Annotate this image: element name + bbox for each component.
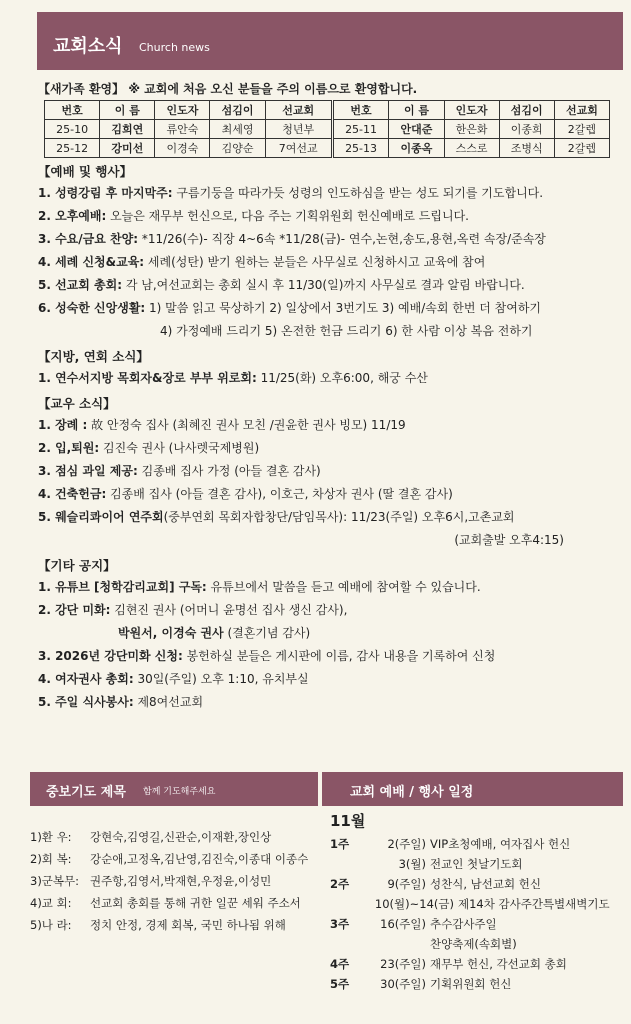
- item-label: 1. 유튜브 [청학감리교회] 구독:: [38, 580, 207, 594]
- table-cell: 김양순: [210, 139, 265, 158]
- table-cell: 스스로: [444, 139, 499, 158]
- list-item: [38, 367, 624, 390]
- item-text: 봉헌하실 분들은 게시판에 이름, 감사 내용을 기록하여 신청: [182, 649, 496, 663]
- item-label: 3. 2026년 강단미화 신청:: [38, 649, 183, 663]
- prayer-value: 강순애,고정옥,김난영,김진숙,이종대 이종수: [90, 852, 309, 866]
- schedule-event: 전교인 첫날기도회: [430, 857, 523, 871]
- page-subtitle: Church news: [139, 41, 210, 54]
- schedule-list: [330, 808, 620, 994]
- schedule-header: [322, 772, 623, 806]
- table-header: 번호: [45, 101, 100, 120]
- table-cell: 안대준: [389, 120, 444, 139]
- table-cell: 조병식: [499, 139, 554, 158]
- item-text: 세례(성탄) 받기 원하는 분들은 사무실로 신청하시고 교육에 참여: [144, 255, 486, 269]
- item-text: 오늘은 재무부 헌신으로, 다음 주는 기획위원회 헌신예배로 드립니다.: [106, 209, 469, 223]
- news-body: [38, 80, 624, 714]
- item-label: 1. 연수서지방 목회자&장로 부부 위로회:: [38, 371, 257, 385]
- table-cell: 강미선: [100, 139, 155, 158]
- prayer-key: 3)군복무:: [30, 874, 80, 888]
- item-text: 구름기둥을 따라가듯 성령의 인도하심을 받는 성도 되기를 기도합니다.: [172, 186, 544, 200]
- schedule-row: [330, 894, 620, 914]
- prayer-header: [30, 772, 318, 806]
- item-text: 유튜브에서 말씀을 듣고 예배에 참여할 수 있습니다.: [206, 580, 481, 594]
- list-item: [38, 576, 624, 599]
- list-item: [38, 251, 624, 274]
- schedule-date: 10(월)~14(금): [374, 897, 454, 911]
- bottom-panels: [0, 772, 631, 1024]
- table-cell: 최세영: [210, 120, 265, 139]
- schedule-event: 재무부 헌신, 각선교회 총회: [430, 957, 567, 971]
- prayer-key: 5)나 라:: [30, 918, 72, 932]
- page-title: 교회소식: [53, 36, 123, 57]
- item-label: 5. 주일 식사봉사:: [38, 695, 134, 709]
- list-item: [38, 691, 624, 714]
- schedule-week: 2주: [330, 877, 350, 891]
- list-item: [30, 914, 320, 936]
- item-text: 김종배 집사 (아들 결혼 감사), 이호근, 차상자 권사 (딸 결혼 감사): [106, 487, 453, 501]
- list-item: [38, 668, 624, 691]
- item-text: 김종배 집사 가정 (아들 결혼 감사): [137, 464, 321, 478]
- schedule-week: [330, 934, 364, 954]
- schedule-event: 제14차 감사주간특별새벽기도: [458, 897, 610, 911]
- item-label: 5. 웨슬리콰이어 연주회: [38, 510, 164, 524]
- schedule-row: [330, 834, 620, 854]
- table-header: 섬김이: [499, 101, 554, 120]
- item-label: 5. 선교회 총회:: [38, 278, 123, 292]
- item-label: 3. 점심 과일 제공:: [38, 464, 138, 478]
- section-title-worship: 【예배 및 행사】: [38, 164, 133, 179]
- schedule-week: 1주: [330, 837, 350, 851]
- item-label: 3. 수요/금요 찬양:: [38, 232, 138, 246]
- prayer-value: 권주항,김영서,박재현,우정윤,이성민: [90, 874, 272, 888]
- list-item: [38, 460, 624, 483]
- schedule-date: 3(월): [398, 857, 426, 871]
- list-item: [38, 414, 624, 437]
- schedule-week: 5주: [330, 977, 350, 991]
- item-text: 11/25(화) 오후6:00, 해궁 수산: [256, 371, 428, 385]
- prayer-list: [30, 826, 320, 936]
- list-item: [30, 892, 320, 914]
- table-cell: 2갈렙: [554, 139, 609, 158]
- section-title-other: 【기타 공지】: [38, 558, 116, 573]
- list-item-continued: 4) 가정예배 드리기 5) 온전한 헌금 드리기 6) 한 사람 이상 복음 전하기: [160, 324, 533, 338]
- section-title-members: 【교우 소식】: [38, 396, 116, 411]
- item-text: 김현진 권사 (어머니 윤명선 집사 생신 감사),: [110, 603, 348, 617]
- table-header: 섬김이: [210, 101, 265, 120]
- schedule-row: [330, 954, 620, 974]
- list-item: [38, 228, 624, 251]
- schedule-week: 4주: [330, 957, 350, 971]
- schedule-date: 2(주일): [387, 837, 426, 851]
- section-title-district: 【지방, 연회 소식】: [38, 349, 149, 364]
- schedule-event: VIP초청예배, 여자집사 헌신: [430, 837, 571, 851]
- list-item: [38, 506, 624, 529]
- table-cell: 25-11: [332, 120, 389, 139]
- table-header: 선교회: [554, 101, 609, 120]
- table-cell: 청년부: [265, 120, 332, 139]
- item-label: 2. 오후예배:: [38, 209, 107, 223]
- list-item: [38, 437, 624, 460]
- table-cell: 7여선교: [265, 139, 332, 158]
- item-label: 1. 장례 :: [38, 418, 88, 432]
- table-header: 이 름: [100, 101, 155, 120]
- prayer-key: 1)환 우:: [30, 830, 72, 844]
- item-text: 30일(주일) 오후 1:10, 유치부실: [133, 672, 309, 686]
- schedule-date: [364, 934, 430, 954]
- item-label: 2. 입,퇴원:: [38, 441, 100, 455]
- list-item: [38, 297, 624, 320]
- item-text: 각 남,여선교회는 총회 실시 후 11/30(일)까지 사무실로 결과 알림 바랍니다.: [122, 278, 525, 292]
- schedule-month: 11월: [330, 812, 366, 830]
- item-text: 故 안정숙 집사 (최혜진 권사 모친 /권윤한 권사 빙모) 11/19: [87, 418, 406, 432]
- table-cell: 한은화: [444, 120, 499, 139]
- item-label: 박원서, 이경숙 권사: [118, 626, 224, 640]
- list-item-continued: (교회출발 오후4:15): [454, 533, 564, 547]
- prayer-key: 2)회 복:: [30, 852, 72, 866]
- prayer-subtitle: 함께 기도해주세요: [143, 787, 216, 797]
- schedule-row: [330, 854, 620, 874]
- table-row: [45, 139, 610, 158]
- table-header: 선교회: [265, 101, 332, 120]
- table-header: 인도자: [444, 101, 499, 120]
- schedule-week: 3주: [330, 917, 350, 931]
- schedule-week: [330, 894, 364, 914]
- schedule-event: 추수감사주일: [430, 917, 497, 931]
- table-header-row: [45, 101, 610, 120]
- header-bar: [37, 12, 623, 70]
- prayer-title: 중보기도 제목: [46, 785, 126, 800]
- table-cell: 2갈렙: [554, 120, 609, 139]
- list-item: [38, 205, 624, 228]
- schedule-row: [330, 874, 620, 894]
- table-cell: 25-13: [332, 139, 389, 158]
- list-item-continued: [38, 622, 624, 645]
- prayer-value: 정치 안정, 경제 회복, 국민 하나됨 위해: [90, 918, 286, 932]
- item-label: 2. 강단 미화:: [38, 603, 111, 617]
- table-cell: 이종옥: [389, 139, 444, 158]
- list-item: [30, 848, 320, 870]
- schedule-row: [330, 934, 620, 954]
- schedule-date: 23(주일): [380, 957, 426, 971]
- item-text: (결혼기념 감사): [223, 626, 311, 640]
- schedule-event: 성찬식, 남선교회 헌신: [430, 877, 541, 891]
- table-cell: 류안숙: [155, 120, 210, 139]
- table-header: 번호: [332, 101, 389, 120]
- prayer-key: 4)교 회:: [30, 896, 72, 910]
- schedule-date: 9(주일): [387, 877, 426, 891]
- prayer-value: 선교회 총회를 통해 귀한 일꾼 세워 주소서: [90, 896, 301, 910]
- schedule-week: [330, 854, 364, 874]
- item-label: 6. 성숙한 신앙생활:: [38, 301, 146, 315]
- table-header: 인도자: [155, 101, 210, 120]
- list-item: [38, 483, 624, 506]
- schedule-row: [330, 914, 620, 934]
- list-item: [38, 274, 624, 297]
- table-cell: 이종희: [499, 120, 554, 139]
- table-cell: 25-12: [45, 139, 100, 158]
- schedule-event: 찬양축제(속회별): [430, 937, 517, 951]
- item-label: 1. 성령강림 후 마지막주:: [38, 186, 173, 200]
- list-item: [38, 599, 624, 622]
- table-cell: 이경숙: [155, 139, 210, 158]
- newcomer-table: [44, 100, 610, 158]
- table-header: 이 름: [389, 101, 444, 120]
- item-label: 4. 여자권사 총회:: [38, 672, 134, 686]
- item-text: 김진숙 권사 (나사렛국제병원): [99, 441, 260, 455]
- item-text: 제8여선교회: [133, 695, 204, 709]
- item-text: 1) 말씀 읽고 묵상하기 2) 일상에서 3번기도 3) 예배/속회 한번 더 참여하기: [145, 301, 542, 315]
- table-cell: 김희연: [100, 120, 155, 139]
- table-row: [45, 120, 610, 139]
- item-label: 4. 건축헌금:: [38, 487, 107, 501]
- list-item: [30, 826, 320, 848]
- schedule-title: 교회 예배 / 행사 일정: [350, 785, 474, 800]
- schedule-event: 기획위원회 헌신: [430, 977, 512, 991]
- list-item: [38, 182, 624, 205]
- schedule-row: [330, 974, 620, 994]
- list-item: [30, 870, 320, 892]
- newcomer-intro: 【새가족 환영】 ※ 교회에 처음 오신 분들을 주의 이름으로 환영합니다.: [38, 82, 418, 96]
- table-cell: 25-10: [45, 120, 100, 139]
- schedule-date: 16(주일): [380, 917, 426, 931]
- item-text: *11/26(수)- 직장 4~6속 *11/28(금)- 연수,논현,송도,용현,옥련 속장/준속장: [138, 232, 546, 246]
- item-label: 4. 세례 신청&교육:: [38, 255, 145, 269]
- list-item: [38, 645, 624, 668]
- schedule-date: 30(주일): [380, 977, 426, 991]
- prayer-value: 강현숙,김영길,신관순,이재환,장인상: [90, 830, 272, 844]
- item-text: (중부연회 목회자합창단/담임목사): 11/23(주일) 오후6시,고촌교회: [163, 510, 515, 524]
